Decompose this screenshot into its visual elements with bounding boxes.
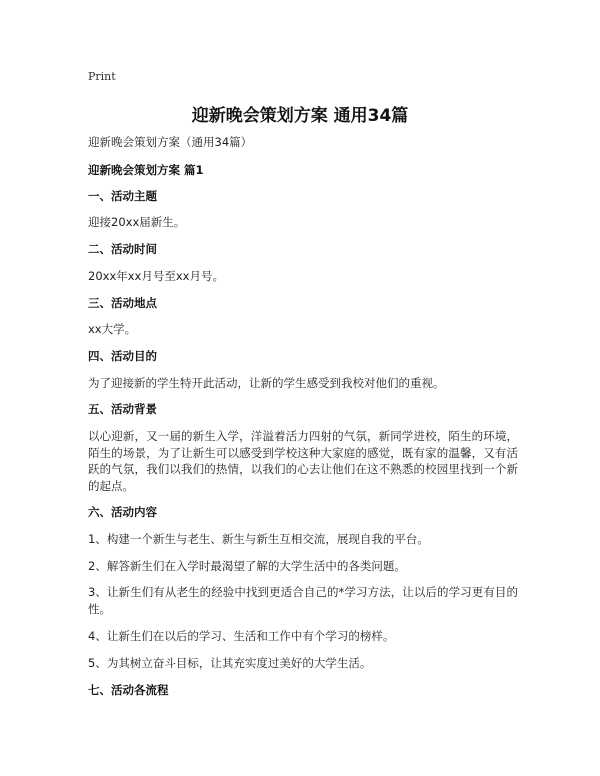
content-item-2: 2、解答新生们在入学时最渴望了解的大学生活中的各类问题。 bbox=[88, 559, 406, 573]
time-text: 20xx年xx月号至xx月号。 bbox=[88, 269, 224, 283]
content-item-3: 3、让新生们有从老生的经验中找到更适合自己的*学习方法，让以后的学习更有目的性。 bbox=[88, 585, 518, 616]
purpose-text: 为了迎接新的学生特开此活动，让新的学生感受到我校对他们的重视。 bbox=[88, 376, 445, 390]
background-heading: 五、活动背景 bbox=[88, 402, 157, 416]
content-item-1: 1、构建一个新生与老生、新生与新生互相交流，展现自我的平台。 bbox=[88, 532, 429, 546]
purpose-heading: 四、活动目的 bbox=[88, 349, 157, 363]
theme-text: 迎接20xx届新生。 bbox=[88, 215, 186, 229]
flow-heading: 七、活动各流程 bbox=[88, 683, 169, 697]
content-item-5: 5、为其树立奋斗目标，让其充实度过美好的大学生活。 bbox=[88, 656, 372, 670]
document-subtitle: 迎新晚会策划方案（通用34篇） bbox=[88, 135, 253, 149]
document-title: 迎新晚会策划方案 通用34篇 bbox=[191, 106, 409, 126]
print-label: Print bbox=[88, 70, 116, 83]
theme-heading: 一、活动主题 bbox=[88, 189, 157, 203]
background-text: 以心迎新，又一届的新生入学，洋溢着活力四射的气氛，新同学进校，陌生的环境，陌生的场景，为了让新生可以感受到学校这种大家庭的感觉，既有家的温馨，又有活跃的气氛，我们以我们的热情，以我们的心去让他们在这不熟悉的校园里找到一个新的起点。 bbox=[88, 429, 518, 493]
time-heading: 二、活动时间 bbox=[88, 242, 157, 256]
section-heading: 迎新晚会策划方案 篇1 bbox=[88, 163, 204, 177]
place-text: xx大学。 bbox=[88, 322, 137, 336]
place-heading: 三、活动地点 bbox=[88, 296, 157, 310]
content-heading: 六、活动内容 bbox=[88, 505, 157, 519]
content-item-4: 4、让新生们在以后的学习、生活和工作中有个学习的榜样。 bbox=[88, 629, 395, 643]
